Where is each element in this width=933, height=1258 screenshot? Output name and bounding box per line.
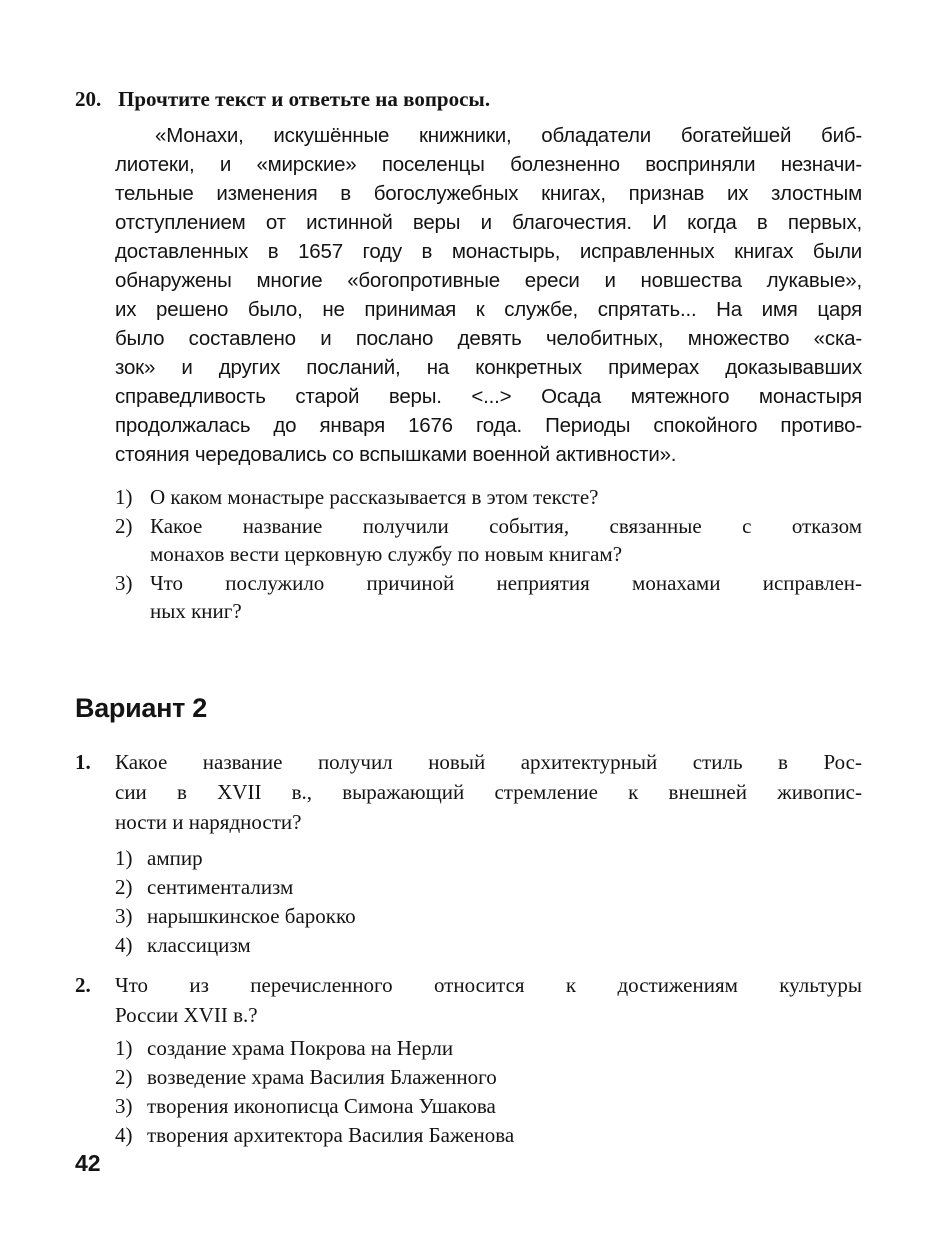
quote-line: стояния чередовались со вспышками военной активности». [115,443,677,466]
question-number: 1. [75,749,91,774]
option-marker: 2) [115,874,133,899]
question-text [150,512,862,569]
question-text [115,747,862,837]
quote-line: продолжалась до января 1676 года. Периоды спокойного противо- [115,414,862,437]
option-marker: 2) [115,1064,133,1089]
quote-line: обнаружены многие «богопротивные ереси и новшества лукавые», [115,269,862,292]
quote-line: было составлено и послано девять челобитных, множество «ска- [115,327,862,350]
question-text [150,483,862,512]
question-line: Какое название получили события, связанные с отказом [150,513,862,538]
question-marker: 2) [115,513,133,538]
option-marker: 3) [115,1093,133,1118]
question-marker: 1) [115,485,133,509]
option-row [115,902,862,931]
question-line: Что из перечисленного относится к достижениям культуры [115,972,862,997]
option-marker: 4) [115,1122,133,1147]
option-row [115,931,862,960]
option-row [115,844,862,873]
variant2-heading: Вариант 2 [75,692,207,723]
question-line: России XVII в.? [115,1002,258,1027]
variant2-question-1 [75,747,862,837]
task20-number: 20. [75,87,102,111]
variant2-question-2-options [115,1034,862,1150]
task20-title: Прочтите текст и ответьте на вопросы. [118,87,491,111]
question-line: ности и нарядности? [115,809,302,834]
variant2-question-1-options [115,844,862,960]
option-marker: 1) [115,845,133,870]
option-marker: 3) [115,903,133,928]
option-text: творения архитектора Василия Баженова [147,1122,515,1147]
option-row [115,1121,862,1150]
quote-line: отступлением от истинной веры и благочестия. И когда в первых, [115,211,862,234]
question-text [150,569,862,626]
option-text: возведение храма Василия Блаженного [147,1064,497,1089]
question-line: Какое название получил новый архитектурный стиль в Рос- [115,749,862,774]
option-text: сентиментализм [147,874,294,899]
task20-question-2 [115,512,862,569]
quote-line: лиотеки, и «мирские» поселенцы болезненно восприняли незначи- [115,153,862,176]
task20-question-list [115,483,862,626]
question-line: Что послужило причиной неприятия монахами исправлен- [150,570,862,595]
task20-quote-paragraph [115,121,862,469]
variant2-question-2 [75,970,862,1030]
question-marker: 3) [115,570,133,595]
question-number: 2. [75,972,91,997]
quote-line: справедливость старой веры. <...> Осада мятежного монастыря [115,385,862,408]
option-row [115,873,862,902]
option-row [115,1092,862,1121]
quote-line: их решено было, не принимая к службе, спрятать... На имя царя [115,298,862,321]
option-text: творения иконописца Симона Ушакова [147,1093,496,1118]
option-text: классицизм [147,932,251,957]
option-marker: 4) [115,932,133,957]
question-line: сии в XVII в., выражающий стремление к внешней живопис- [115,779,862,804]
option-marker: 1) [115,1035,133,1060]
option-text: ампир [147,845,203,870]
task20-header [75,85,862,113]
page-number: 42 [75,1150,101,1176]
option-row [115,1034,862,1063]
task20-question-1 [115,483,862,512]
quote-line: тельные изменения в богослужебных книгах, признав их злостным [115,182,862,205]
question-line: ных книг? [150,599,242,623]
question-text [115,970,862,1030]
quote-line: зок» и других посланий, на конкретных примерах доказывавших [115,356,862,379]
quote-line: «Монахи, искушённые книжники, обладатели богатейшей биб- [155,124,862,147]
question-line: О каком монастыре рассказывается в этом тексте? [150,485,599,509]
task20-question-3 [115,569,862,626]
option-text: создание храма Покрова на Нерли [147,1035,454,1060]
quote-line: доставленных в 1657 году в монастырь, исправленных книгах были [115,240,862,263]
option-text: нарышкинское барокко [147,903,356,928]
question-line: монахов вести церковную службу по новым книгам? [150,542,623,566]
option-row [115,1063,862,1092]
